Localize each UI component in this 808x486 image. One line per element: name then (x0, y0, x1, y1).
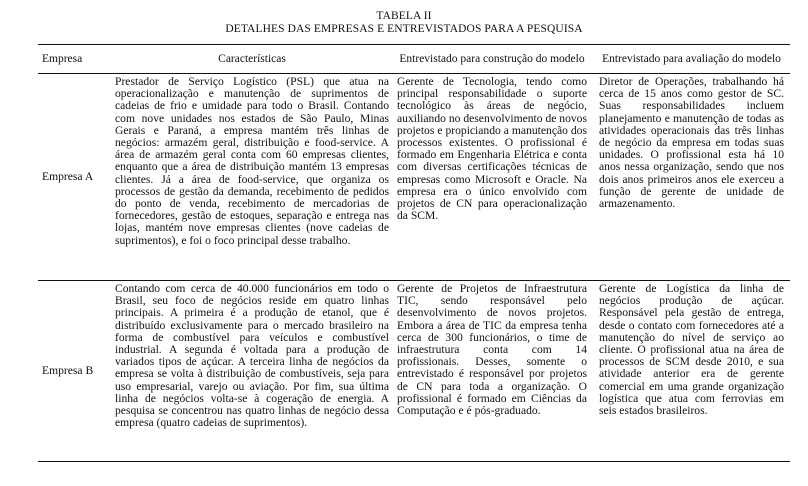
header-caracteristicas: Características (218, 53, 286, 65)
cell-construcao: Gerente de Projetos de Infraestrutura TIC, sendo responsável pelo desenvolvimento de novos projetos. Embora a área de TIC da empresa tenha cerca de 300 funcionários, o time de infraestrutura conta com 14 profissionais. Desses, somente o entrevistado é responsável por projetos de CN para toda a organização. O profissional é formado em Ciências da Computação e é pós-graduado. (397, 282, 587, 418)
cell-caracteristicas: Prestador de Serviço Logístico (PSL) que atua na operacionalização e manutenção de suprimentos de cadeias de frio e umidade para todo o Brasil. Contando com nove unidades nos estados de São Paulo, Minas Gerais e Paraná, a empresa mantém três linhas de negócios: armazém geral, distribuição e food-service. A área de armazém geral conta com 60 empresas clientes, enquanto que a área de distribuição mantém 13 empresas clientes. Já a área de food-service, que organiza os processos de gestão da demanda, recebimento de pedidos do ponto de venda, recebimento de mercadorias de fornecedores, gestão de estoques, separação e entrega nas lojas, mantém nove empresas clientes (nove cadeias de suprimentos), e foi o foco principal desse trabalho. (115, 75, 389, 247)
table-row (38, 281, 790, 461)
table-label: TABELA II (376, 10, 432, 22)
cell-caracteristicas: Contando com cerca de 40.000 funcionários em todo o Brasil, seu foco de negócios reside em quatro linhas principais. A primeira é a produção de etanol, que é distribuído exclusivamente para o mercado brasileiro na forma de combustível para veículos e combustível industrial. A segunda é voltada para a produção de variados tipos de açúcar. A terceira linha de negócios da empresa se volta à distribuição de combustíveis, seja para uso empresarial, varejo ou aviação. Por fim, sua última linha de negócios volta-se à cogeração de energia. A pesquisa se concentrou nas quatro linhas de negócio dessa empresa (quatro cadeias de suprimentos). (115, 282, 389, 430)
header-empresa: Empresa (42, 53, 83, 65)
table-row (38, 74, 790, 281)
table-caption (0, 10, 808, 36)
cell-avaliacao: Gerente de Logística da linha de negócios produção de açúcar. Responsável pela gestão de entrega, desde o contato com fornecedores até a manutenção do nível de serviço ao cliente. O profissional atua na área de processos de SCM desde 2010, e sua atividade anterior era de gerente comercial em uma grande organização logística que atua com ferrovias em seis estados brasileiros. (599, 282, 784, 418)
cell-empresa: Empresa B (42, 363, 94, 377)
cell-avaliacao: Diretor de Operações, trabalhando há cerca de 15 anos como gestor de SC. Suas responsabilidades incluem planejamento e manutenção de todas as atividades operacionais das três linhas de negócio da empresa em todas suas unidades. O profissional esta há 10 anos nessa organização, sendo que nos dois anos primeiros anos ele exerceu a função de gerente de unidade de armazenamento. (599, 75, 784, 211)
header-construcao: Entrevistado para construção do modelo (399, 53, 585, 65)
table-title: DETALHES DAS EMPRESAS E ENTREVISTADOS PARA A PESQUISA (225, 23, 583, 35)
companies-table (38, 44, 790, 462)
header-avaliacao: Entrevistado para avaliação do modelo (602, 53, 781, 65)
table-header (38, 45, 790, 74)
cell-construcao: Gerente de Tecnologia, tendo como principal responsabilidade o suporte tecnológico às áreas de negócio, auxiliando no desenvolvimento de novos projetos e propiciando a manutenção dos processos existentes. O profissional é formado em Engenharia Elétrica e conta com diversas certificações técnicas de empresas como Microsoft e Oracle. Na empresa era o único envolvido com projetos de CN para operacionalização da SCM. (397, 75, 587, 223)
cell-empresa: Empresa A (42, 169, 94, 183)
